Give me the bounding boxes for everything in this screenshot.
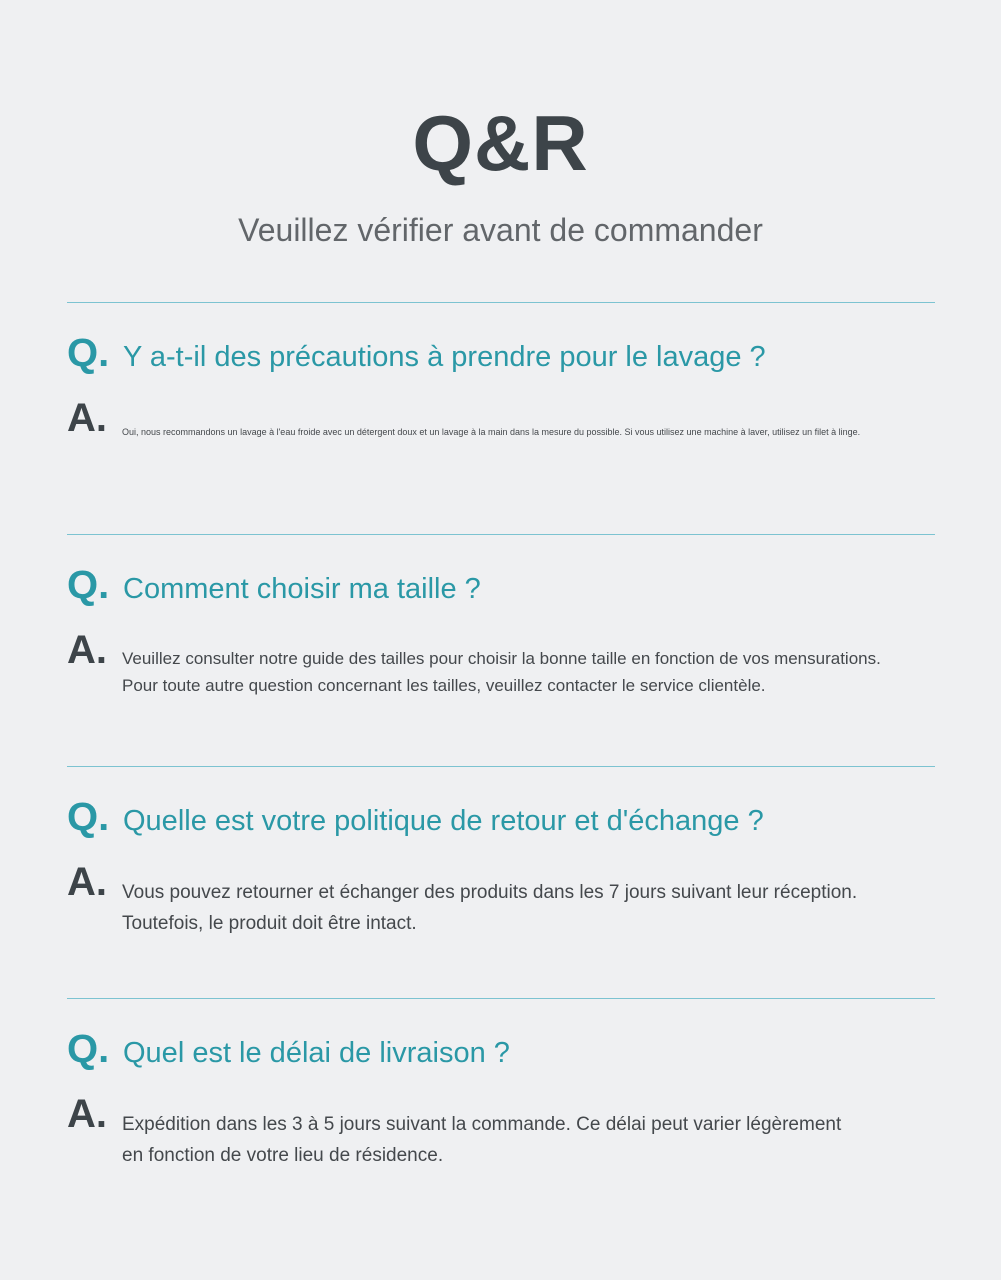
faq-item [67,534,935,767]
question-marker: Q. [67,795,110,839]
answer-text: Oui, nous recommandons un lavage à l'eau froide avec un détergent doux et un lavage à la main dans la mesure du possible. Si vous utilisez une machine à laver, utilisez un filet à linge. [122,427,861,437]
answer-text: Veuillez consulter notre guide des tailles pour choisir la bonne taille en fonction de vos mensurations. Pour toute autre question concernant les tailles, veuillez contacter le service clientèle. [122,649,881,695]
question-text: Quelle est votre politique de retour et d'échange ? [123,805,764,837]
faq-item [67,766,935,999]
question-row [67,563,481,608]
question-text: Comment choisir ma taille ? [123,573,481,605]
page-subtitle: Veuillez vérifier avant de commander [238,212,763,248]
answer-marker: A. [67,860,107,904]
question-row [67,1027,510,1072]
question-marker: Q. [67,563,110,607]
answer-row [67,395,860,441]
answer-row [67,627,881,699]
question-text: Y a-t-il des précautions à prendre pour le lavage ? [123,341,766,373]
faq-item [67,998,935,1231]
answer-row [67,1091,841,1171]
question-row [67,331,766,376]
question-row [67,795,764,840]
answer-row [67,859,857,939]
question-marker: Q. [67,331,110,375]
answer-text: Expédition dans les 3 à 5 jours suivant la commande. Ce délai peut varier légèrement en fonction de votre lieu de résidence. [122,1114,842,1166]
page-title: Q&R [412,99,589,187]
answer-text: Vous pouvez retourner et échanger des produits dans les 7 jours suivant leur réception. Toutefois, le produit doit être intact. [122,882,858,934]
question-text: Quel est le délai de livraison ? [123,1037,510,1069]
question-marker: Q. [67,1027,110,1071]
answer-marker: A. [67,1092,107,1136]
answer-marker: A. [67,396,107,440]
faq-item [67,302,935,535]
answer-marker: A. [67,628,107,672]
